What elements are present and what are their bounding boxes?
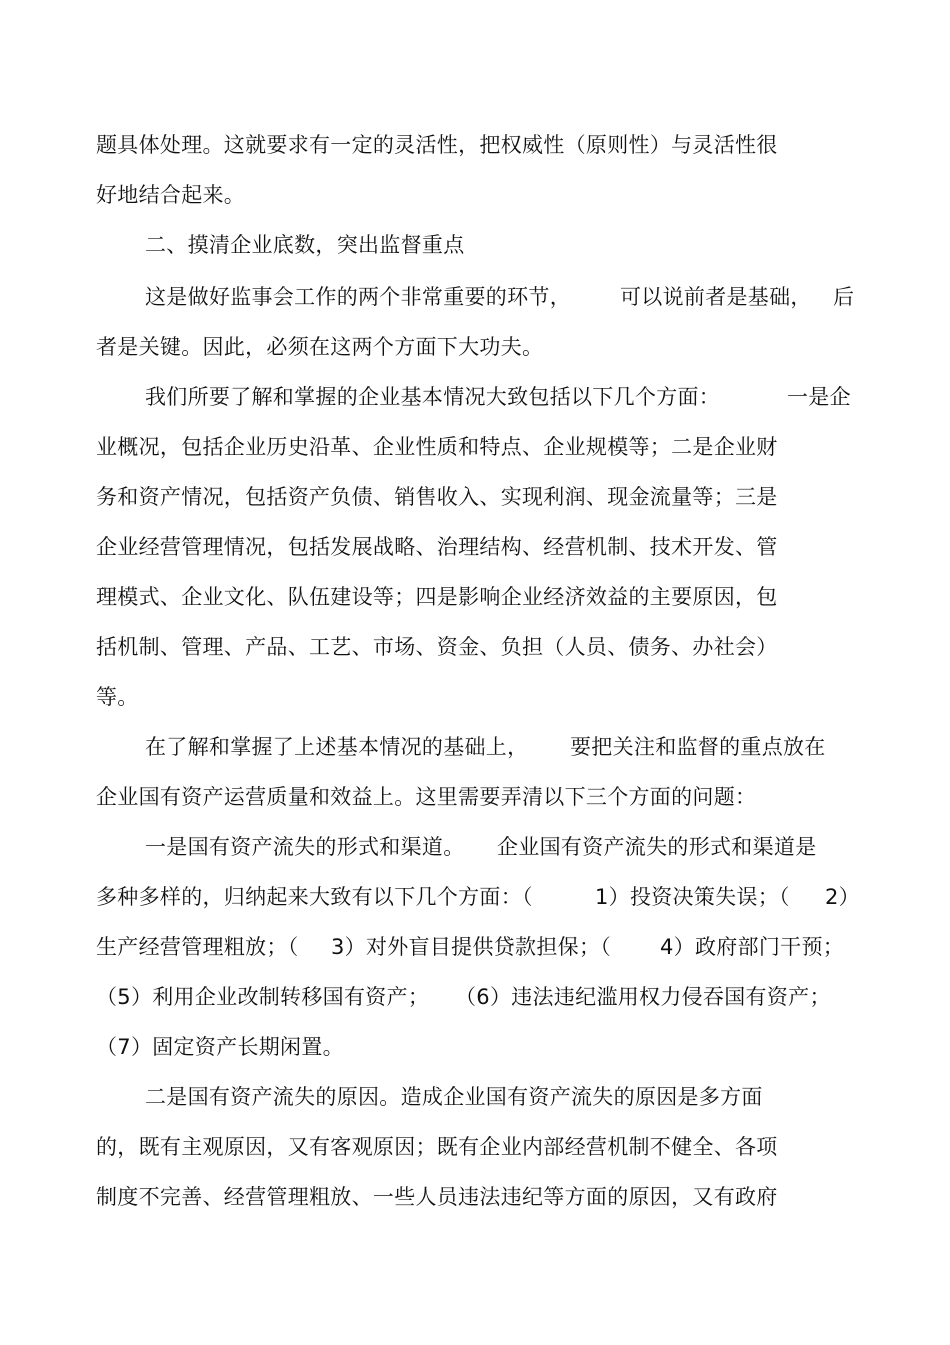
text-line-12a: 在了解和掌握了上述基本情况的基础上， [145, 735, 529, 759]
text-line-3b: 可以说前者是基础， [620, 285, 812, 309]
text-line-3c: 后 [833, 285, 855, 309]
text-line-13: 企业国有资产运营质量和效益上。这里需要弄清以下三个方面的问题： [96, 785, 757, 809]
text-line-15c: 2） [825, 885, 860, 909]
text-line-17a: （5）利用企业改制转移国有资产； [96, 985, 430, 1009]
text-line-6: 业概况，包括企业历史沿革、企业性质和特点、企业规模等；二是企业财 [96, 435, 778, 459]
text-line-3a: 这是做好监事会工作的两个非常重要的环节， [145, 285, 571, 309]
text-line-20: 的，既有主观原因，又有客观原因；既有企业内部经营机制不健全、各项 [96, 1135, 778, 1159]
section-heading: 二、摸清企业底数，突出监督重点 [145, 233, 465, 257]
text-line-14b: 企业国有资产流失的形式和渠道是 [497, 835, 817, 859]
text-line-18: （7）固定资产长期闲置。 [96, 1035, 344, 1059]
text-line-8: 企业经营管理情况，包括发展战略、治理结构、经营机制、技术开发、管 [96, 535, 778, 559]
text-line-16a: 生产经营管理粗放；（ [96, 935, 299, 959]
text-line-2: 好地结合起来。 [96, 183, 246, 207]
text-line-7: 务和资产情况，包括资产负债、销售收入、实现利润、现金流量等；三是 [96, 485, 778, 509]
text-line-16c: 4）政府部门干预； [660, 935, 845, 959]
text-line-14a: 一是国有资产流失的形式和渠道。 [145, 835, 465, 859]
text-line-5a: 我们所要了解和掌握的企业基本情况大致包括以下几个方面： [145, 385, 721, 409]
text-line-21: 制度不完善、经营管理粗放、一些人员违法违纪等方面的原因，又有政府 [96, 1185, 778, 1209]
text-line-11: 等。 [96, 685, 139, 709]
text-line-19: 二是国有资产流失的原因。造成企业国有资产流失的原因是多方面 [145, 1085, 763, 1109]
text-line-15b: 1）投资决策失误；（ [595, 885, 790, 909]
text-line-16b: 3）对外盲目提供贷款担保；（ [331, 935, 612, 959]
text-line-9: 理模式、企业文化、队伍建设等；四是影响企业经济效益的主要原因，包 [96, 585, 778, 609]
text-line-10: 括机制、管理、产品、工艺、市场、资金、负担（人员、债务、办社会） [96, 635, 778, 659]
text-line-1: 题具体处理。这就要求有一定的灵活性，把权威性（原则性）与灵活性很 [96, 133, 778, 157]
text-line-15a: 多种多样的，归纳起来大致有以下几个方面：（ [96, 885, 533, 909]
text-line-12b: 要把关注和监督的重点放在 [570, 735, 826, 759]
text-line-17b: （6）违法违纪滥用权力侵吞国有资产； [455, 985, 831, 1009]
text-line-4: 者是关键。因此，必须在这两个方面下大功夫。 [96, 335, 544, 359]
text-line-5b: 一是企 [787, 385, 851, 409]
